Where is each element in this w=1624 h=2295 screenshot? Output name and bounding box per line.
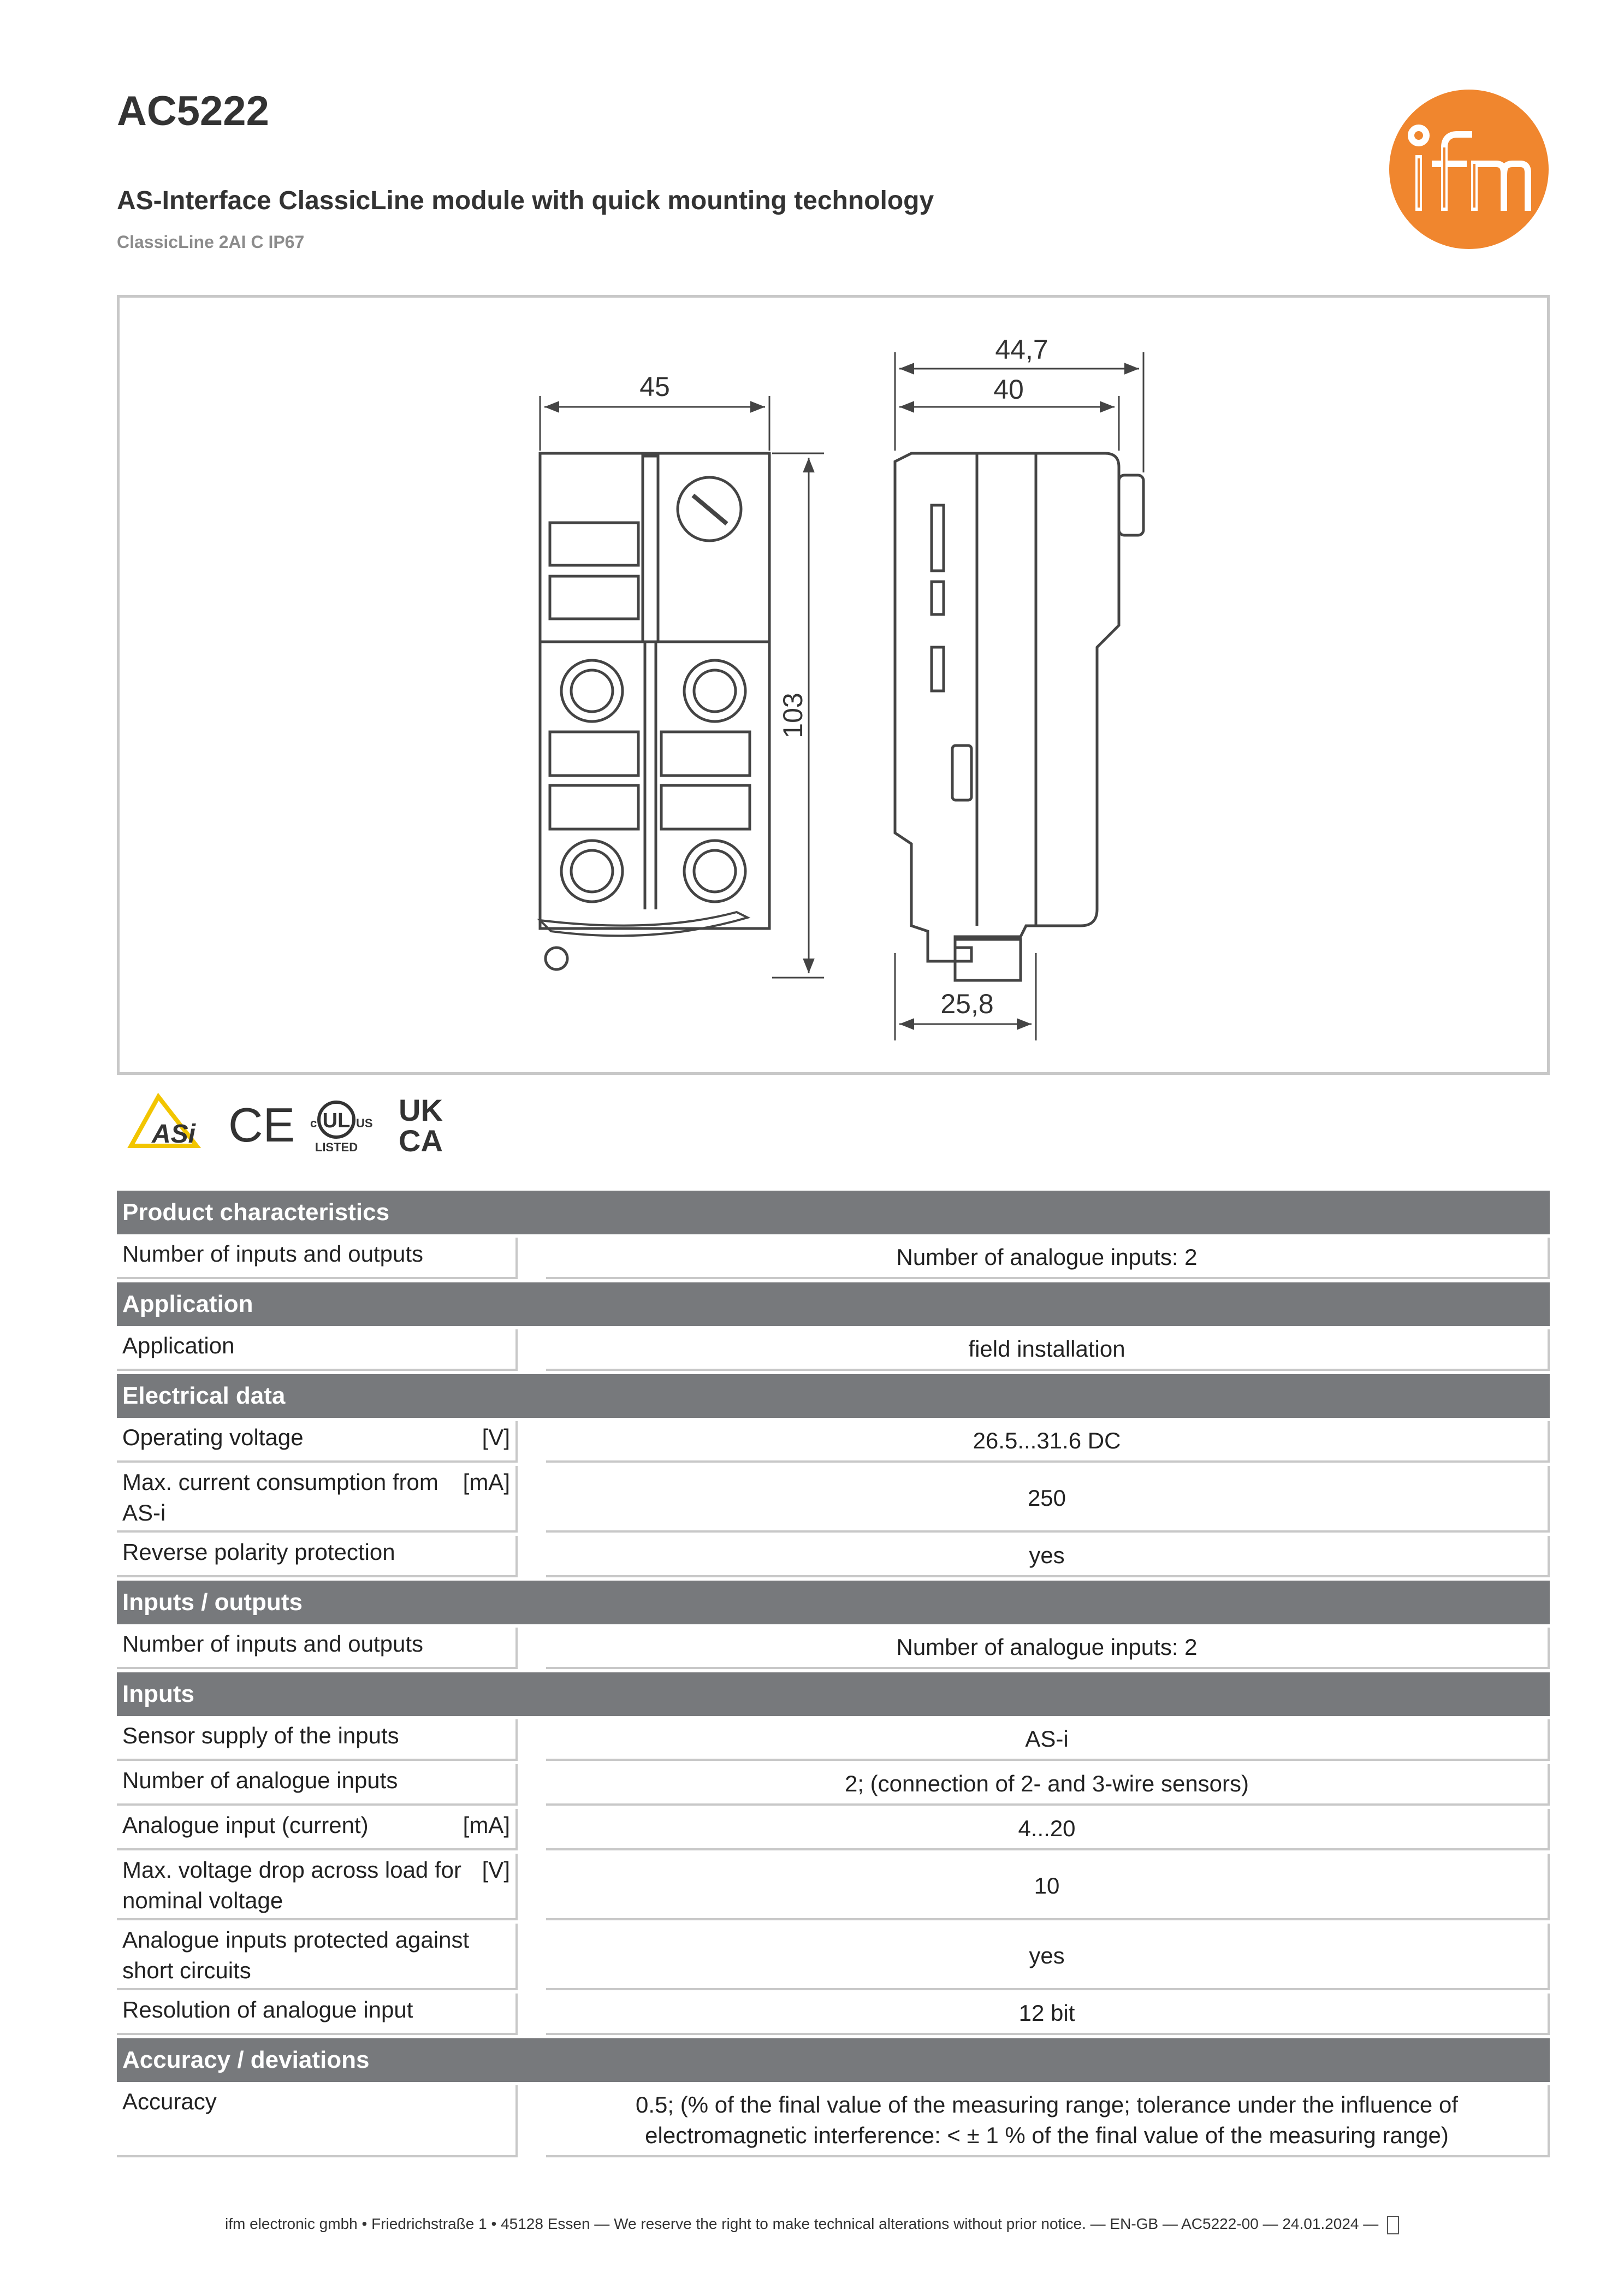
svg-text:UK: UK (399, 1093, 443, 1127)
spec-label: Reverse polarity protection (122, 1539, 395, 1565)
cell-gap (518, 1238, 546, 1279)
table-row (117, 1329, 1550, 1371)
spec-value: Number of analogue inputs: 2 (546, 1628, 1550, 1669)
cell-gap (518, 1329, 546, 1371)
svg-text:c: c (310, 1116, 317, 1130)
spec-table (117, 1191, 1550, 2157)
spec-label-cell (117, 1994, 518, 2035)
svg-text:UL: UL (322, 1109, 351, 1132)
svg-text:ASi: ASi (152, 1120, 196, 1149)
table-row (117, 1924, 1550, 1990)
table-row (117, 1628, 1550, 1669)
dim-base: 25,8 (940, 989, 994, 1019)
section-header: Inputs (117, 1672, 1550, 1716)
cell-gap (518, 2085, 546, 2157)
spec-value: 10 (546, 1854, 1550, 1920)
spec-unit: [V] (482, 1424, 510, 1450)
cell-gap (518, 1536, 546, 1577)
table-row (117, 1466, 1550, 1533)
cell-gap (518, 1719, 546, 1761)
spec-label-cell (117, 1924, 518, 1990)
cell-gap (518, 1421, 546, 1463)
cell-gap (518, 1809, 546, 1850)
spec-label-cell (117, 1764, 518, 1806)
spec-value: AS-i (546, 1719, 1550, 1761)
svg-text:LISTED: LISTED (315, 1140, 358, 1154)
spec-label-cell (117, 2085, 518, 2157)
table-row (117, 1764, 1550, 1806)
spec-label: Resolution of analogue input (122, 1997, 413, 2022)
spec-value: 0.5; (% of the final value of the measuring range; tolerance under the influence of electromagnetic interference: < ± 1 % of the final value of the measuring range) (546, 2085, 1550, 2157)
product-subtitle: AS-Interface ClassicLine module with quick mounting technology (117, 186, 934, 215)
spec-value: 26.5...31.6 DC (546, 1421, 1550, 1463)
spec-label-cell (117, 1329, 518, 1371)
spec-label: Analogue input (current) (122, 1812, 369, 1838)
product-variant: ClassicLine 2AI C IP67 (117, 232, 305, 252)
spec-label: Operating voltage (122, 1424, 304, 1450)
spec-label: Sensor supply of the inputs (122, 1723, 399, 1748)
side-view-body (895, 453, 1119, 961)
section-header: Inputs / outputs (117, 1581, 1550, 1624)
spec-value: 4...20 (546, 1809, 1550, 1850)
spec-unit: [mA] (463, 1469, 510, 1495)
spec-value: yes (546, 1536, 1550, 1577)
svg-text:CE: CE (228, 1098, 295, 1152)
cell-gap (518, 1854, 546, 1920)
spec-label-cell (117, 1854, 518, 1920)
footer (0, 2215, 1624, 2234)
dim-depth: 40 (993, 374, 1024, 405)
section-header: Electrical data (117, 1374, 1550, 1418)
spec-unit: [mA] (463, 1812, 510, 1838)
spec-value: 12 bit (546, 1994, 1550, 2035)
spec-label-cell (117, 1238, 518, 1279)
section-header: Accuracy / deviations (117, 2038, 1550, 2082)
spec-label: Accuracy (122, 2089, 217, 2114)
table-row (117, 1421, 1550, 1463)
dimension-drawing (120, 298, 1547, 1072)
spec-label: Max. voltage drop across load for nominal voltage (122, 1857, 461, 1913)
table-row (117, 1994, 1550, 2035)
footer-text: ifm electronic gmbh • Friedrichstraße 1 • 45128 Essen — We reserve the right to make technical alterations without prior notice. — EN-GB — AC5222-00 — 24.01.2024 — (224, 2215, 1379, 2232)
dimension-drawing-frame (117, 295, 1550, 1075)
spec-label: Number of analogue inputs (122, 1767, 398, 1793)
section-header: Application (117, 1282, 1550, 1326)
table-row (117, 1238, 1550, 1279)
svg-text:CA: CA (399, 1123, 443, 1158)
spec-value: Number of analogue inputs: 2 (546, 1238, 1550, 1279)
spec-label: Application (122, 1333, 235, 1358)
spec-label: Analogue inputs protected against short circuits (122, 1927, 470, 1983)
spec-label: Number of inputs and outputs (122, 1631, 424, 1657)
spec-label-cell (117, 1421, 518, 1463)
dim-height: 103 (778, 693, 808, 738)
table-row (117, 1536, 1550, 1577)
spec-label-cell (117, 1809, 518, 1850)
cell-gap (518, 1628, 546, 1669)
product-code: AC5222 (117, 88, 269, 134)
spec-label-cell (117, 1628, 518, 1669)
svg-text:US: US (356, 1116, 373, 1130)
cell-gap (518, 1924, 546, 1990)
asi-logo-icon (131, 1097, 197, 1149)
cell-gap (518, 1764, 546, 1806)
ifm-logo (1387, 87, 1551, 251)
spec-label: Number of inputs and outputs (122, 1241, 424, 1267)
table-row (117, 1719, 1550, 1761)
ul-listed-icon (310, 1102, 373, 1154)
table-row (117, 1809, 1550, 1850)
certification-marks (126, 1087, 475, 1158)
dim-width-front: 45 (639, 371, 670, 402)
section-header: Product characteristics (117, 1191, 1550, 1234)
spec-label: Max. current consumption from AS-i (122, 1469, 438, 1525)
ukca-mark-icon (399, 1093, 443, 1158)
ce-mark-icon (228, 1098, 295, 1152)
spec-label-cell (117, 1719, 518, 1761)
cell-gap (518, 1994, 546, 2035)
spec-value: field installation (546, 1329, 1550, 1371)
ifm-logo-graphic (1387, 87, 1551, 251)
spec-label-cell (117, 1466, 518, 1533)
spec-unit: [V] (482, 1857, 510, 1883)
cell-gap (518, 1466, 546, 1533)
spec-value: 2; (connection of 2- and 3-wire sensors) (546, 1764, 1550, 1806)
page-number-icon (1387, 2216, 1399, 2234)
dim-depth-total: 44,7 (995, 334, 1048, 365)
table-row (117, 2085, 1550, 2157)
spec-value: 250 (546, 1466, 1550, 1533)
table-row (117, 1854, 1550, 1920)
spec-value: yes (546, 1924, 1550, 1990)
spec-label-cell (117, 1536, 518, 1577)
certification-icons (126, 1087, 475, 1158)
